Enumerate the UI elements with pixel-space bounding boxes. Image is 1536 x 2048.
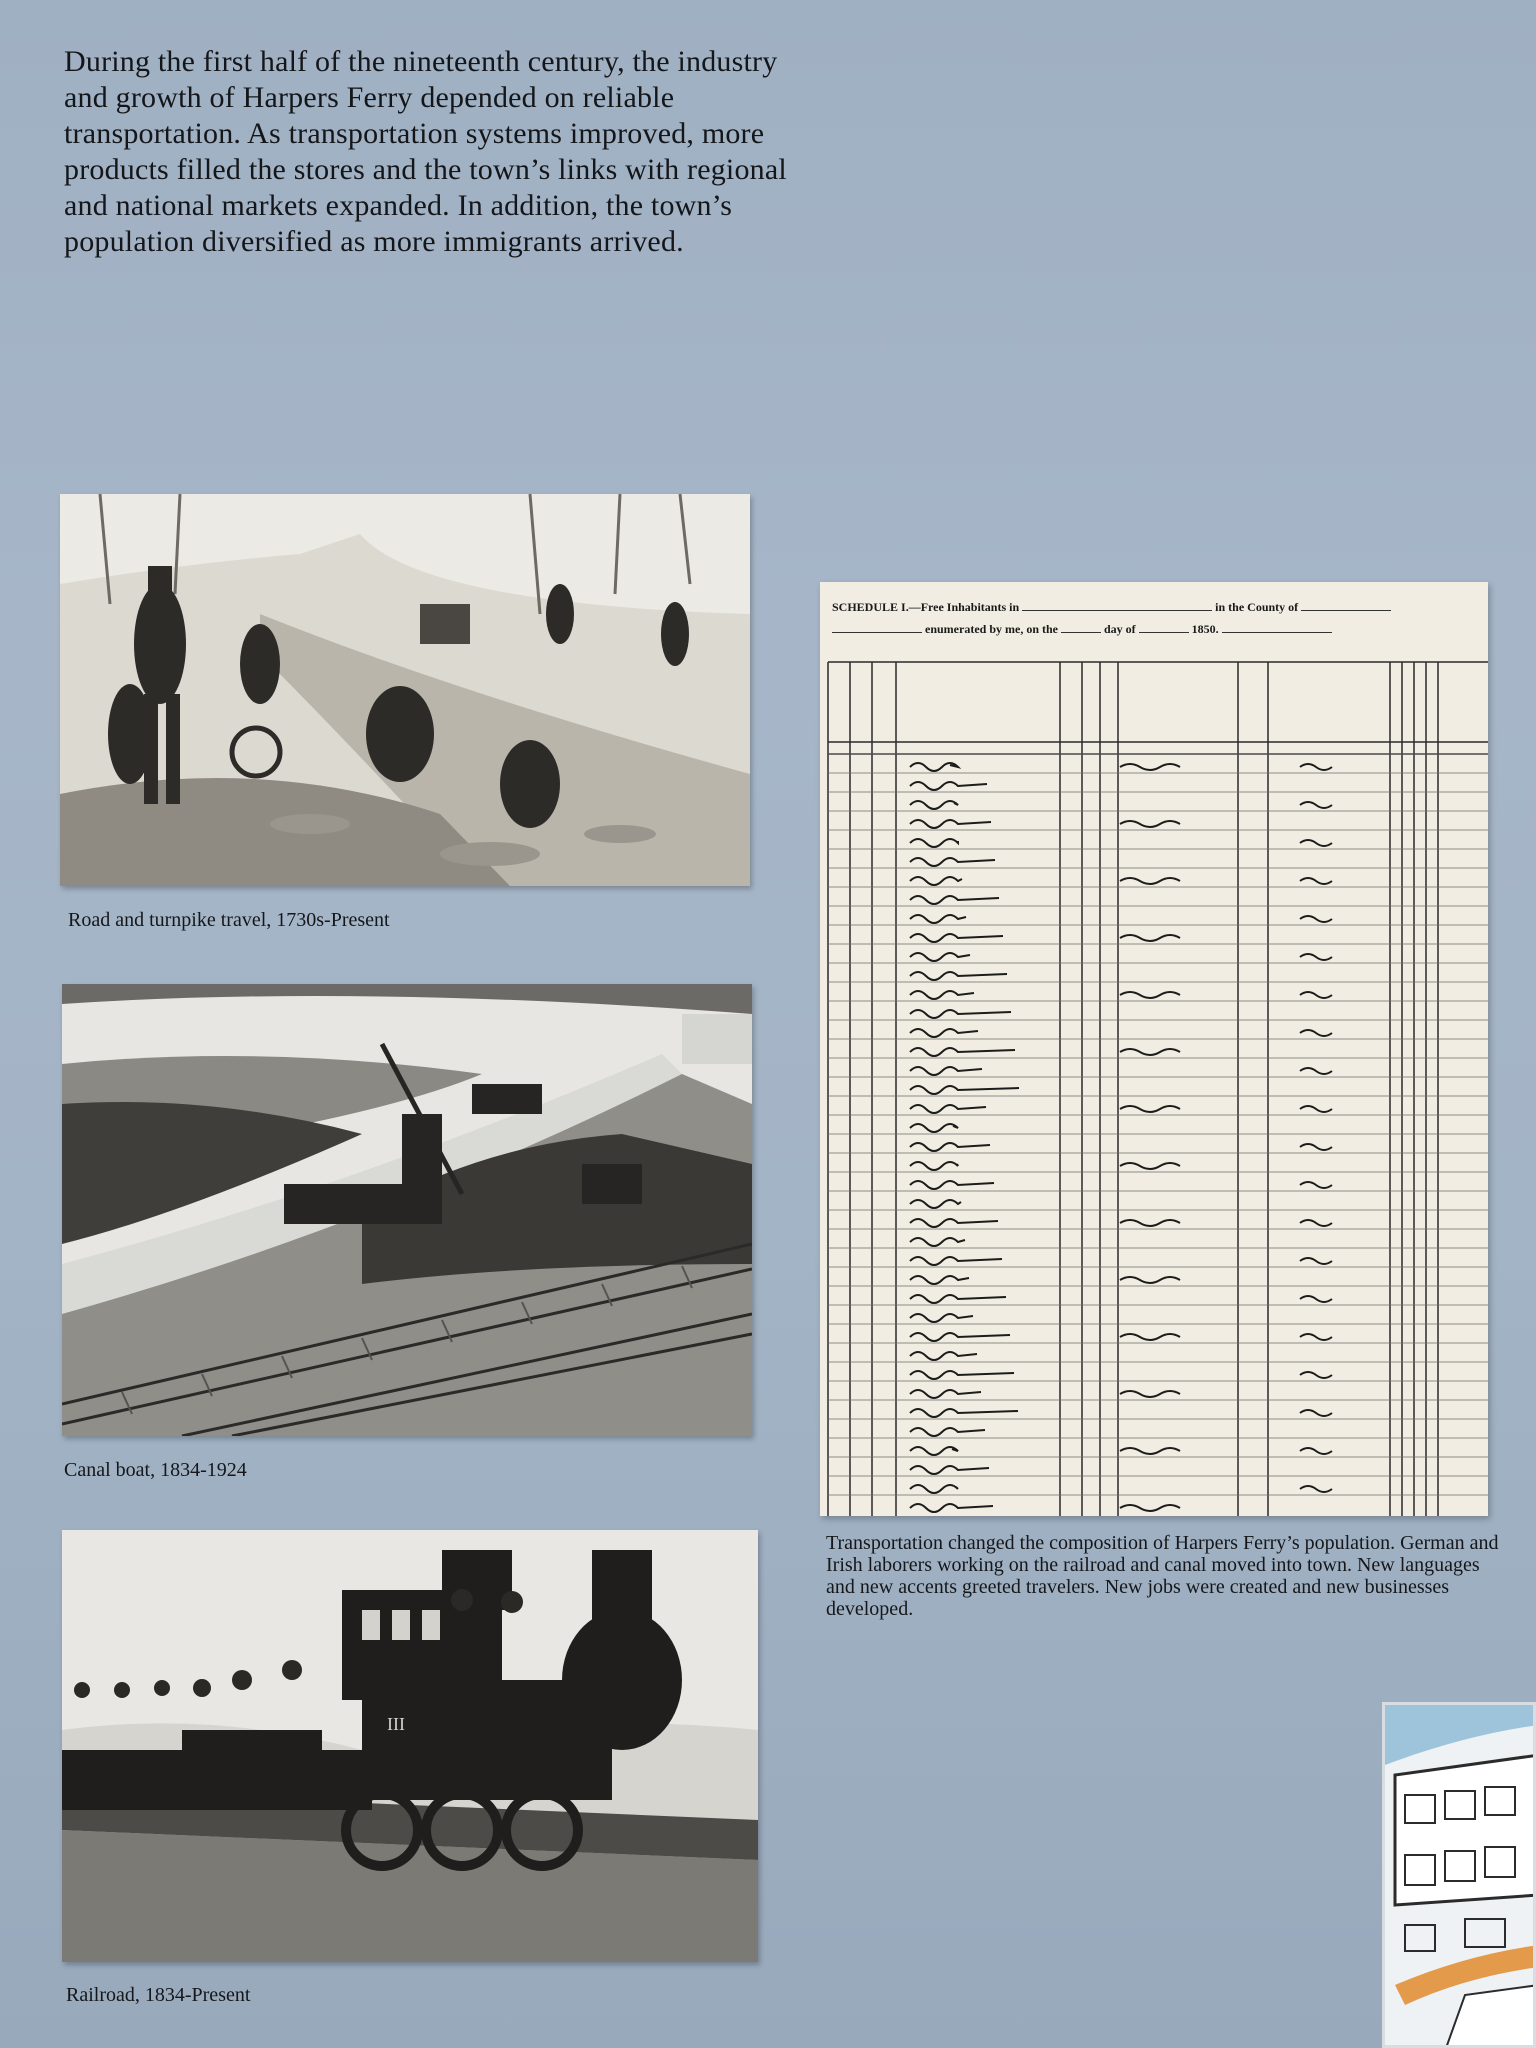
census-handwritten-name (910, 953, 970, 961)
census-handwritten-birthplace (1300, 840, 1332, 846)
town-map-partial (1382, 1702, 1536, 2048)
census-handwritten-occupation (1120, 1391, 1180, 1397)
census-heading-year: 1850. (1191, 622, 1219, 636)
census-handwritten-name (910, 1295, 1006, 1303)
locomotive-number: III (387, 1714, 405, 1734)
census-handwritten-occupation (1120, 935, 1180, 941)
census-handwritten-birthplace (1300, 1182, 1332, 1188)
census-handwritten-occupation (1120, 1277, 1180, 1283)
census-handwritten-name (910, 1447, 958, 1455)
census-handwritten-occupation (1120, 821, 1180, 827)
road-travel-photo (60, 494, 750, 886)
census-handwritten-birthplace (1300, 916, 1332, 922)
census-handwritten-name (910, 801, 958, 809)
census-handwritten-name (910, 1466, 989, 1474)
census-handwritten-name (910, 1504, 993, 1512)
census-heading-county: in the County of (1215, 600, 1299, 614)
census-handwritten-occupation (1120, 764, 1180, 770)
census-handwritten-name (910, 991, 974, 999)
census-handwritten-occupation (1120, 1505, 1180, 1511)
census-handwritten-birthplace (1300, 1068, 1332, 1074)
census-handwritten-name (910, 1181, 994, 1189)
railroad-photo (62, 1530, 758, 1962)
census-handwritten-birthplace (1300, 1144, 1332, 1150)
census-handwritten-name (910, 1105, 986, 1113)
census-handwritten-name (910, 1276, 969, 1284)
census-handwritten-birthplace (1300, 1220, 1332, 1226)
census-handwritten-occupation (1120, 1448, 1180, 1454)
census-handwritten-birthplace (1300, 992, 1332, 998)
census-handwritten-name (910, 858, 995, 866)
census-handwritten-name (910, 1257, 1002, 1265)
census-handwritten-birthplace (1300, 1296, 1332, 1302)
census-handwritten-name (910, 877, 962, 885)
census-handwritten-occupation (1120, 992, 1180, 998)
census-table-grid (820, 582, 1488, 1516)
census-handwritten-birthplace (1300, 764, 1332, 770)
railroad-caption: Railroad, 1834-Present (66, 1984, 251, 2006)
census-handwritten-birthplace (1300, 1106, 1332, 1112)
census-handwritten-name (910, 972, 1007, 980)
census-handwritten-birthplace (1300, 1258, 1332, 1264)
census-handwritten-birthplace (1300, 802, 1332, 808)
census-handwritten-name (910, 1352, 977, 1360)
census-handwritten-name (910, 915, 966, 923)
census-handwritten-name (910, 782, 987, 790)
census-handwritten-occupation (1120, 1106, 1180, 1112)
census-handwritten-name (910, 1219, 998, 1227)
census-handwritten-name (910, 1086, 1019, 1094)
census-handwritten-name (910, 1333, 1010, 1341)
census-handwritten-name (910, 1029, 978, 1037)
census-handwritten-birthplace (1300, 1334, 1332, 1340)
canal-boat-photo (62, 984, 752, 1436)
census-handwritten-occupation (1120, 1049, 1180, 1055)
census-handwritten-birthplace (1300, 1448, 1332, 1454)
census-handwritten-name (910, 820, 991, 828)
census-handwritten-birthplace (1300, 1410, 1332, 1416)
census-handwritten-birthplace (1300, 878, 1332, 884)
census-heading-day: day of (1103, 622, 1136, 636)
census-handwritten-name (910, 839, 958, 847)
census-handwritten-name (910, 763, 958, 771)
census-handwritten-name (910, 1162, 958, 1170)
census-handwritten-name (910, 1409, 1018, 1417)
census-handwritten-name (910, 1067, 982, 1075)
census-handwritten-name (910, 1143, 990, 1151)
census-handwritten-name (910, 1200, 961, 1208)
canal-boat-caption: Canal boat, 1834-1924 (64, 1459, 247, 1481)
census-handwritten-birthplace (1300, 954, 1332, 960)
road-travel-caption: Road and turnpike travel, 1730s-Present (68, 909, 390, 931)
census-caption: Transportation changed the composition of Harpers Ferry’s population. German and Irish laborers working on the railroad and canal moved into town. New languages and new accents greeted travelers. New jobs were created and new businesses developed. (826, 1532, 1499, 1620)
census-handwritten-name (910, 1390, 981, 1398)
census-handwritten-birthplace (1300, 1030, 1332, 1036)
census-handwritten-name (910, 1428, 985, 1436)
intro-paragraph: During the first half of the nineteenth century, the industry and growth of Harpers Ferry depended on reliable transportation. As transportation systems improved, more products filled the stores and the town’s links with regional and national markets expanded. In addition, the town’s population diversified as more immigrants arrived. (64, 45, 787, 258)
census-schedule-document (820, 582, 1488, 1516)
census-handwritten-birthplace (1300, 1372, 1332, 1378)
census-handwritten-occupation (1120, 1220, 1180, 1226)
census-handwritten-name (910, 1010, 1011, 1018)
census-heading-enumerated: enumerated by me, on the (925, 622, 1058, 636)
census-handwritten-name (910, 1485, 958, 1493)
census-handwritten-name (910, 1124, 958, 1132)
census-handwritten-occupation (1120, 878, 1180, 884)
census-handwritten-occupation (1120, 1163, 1180, 1169)
census-heading-line1: SCHEDULE I.—Free Inhabitants in (832, 600, 1020, 614)
census-handwritten-name (910, 1371, 1014, 1379)
census-handwritten-name (910, 1048, 1015, 1056)
census-handwritten-name (910, 896, 999, 904)
census-handwritten-name (910, 1314, 973, 1322)
census-handwritten-name (910, 1238, 965, 1246)
census-handwritten-birthplace (1300, 1486, 1332, 1492)
census-handwritten-occupation (1120, 1334, 1180, 1340)
census-handwritten-name (910, 934, 1003, 942)
